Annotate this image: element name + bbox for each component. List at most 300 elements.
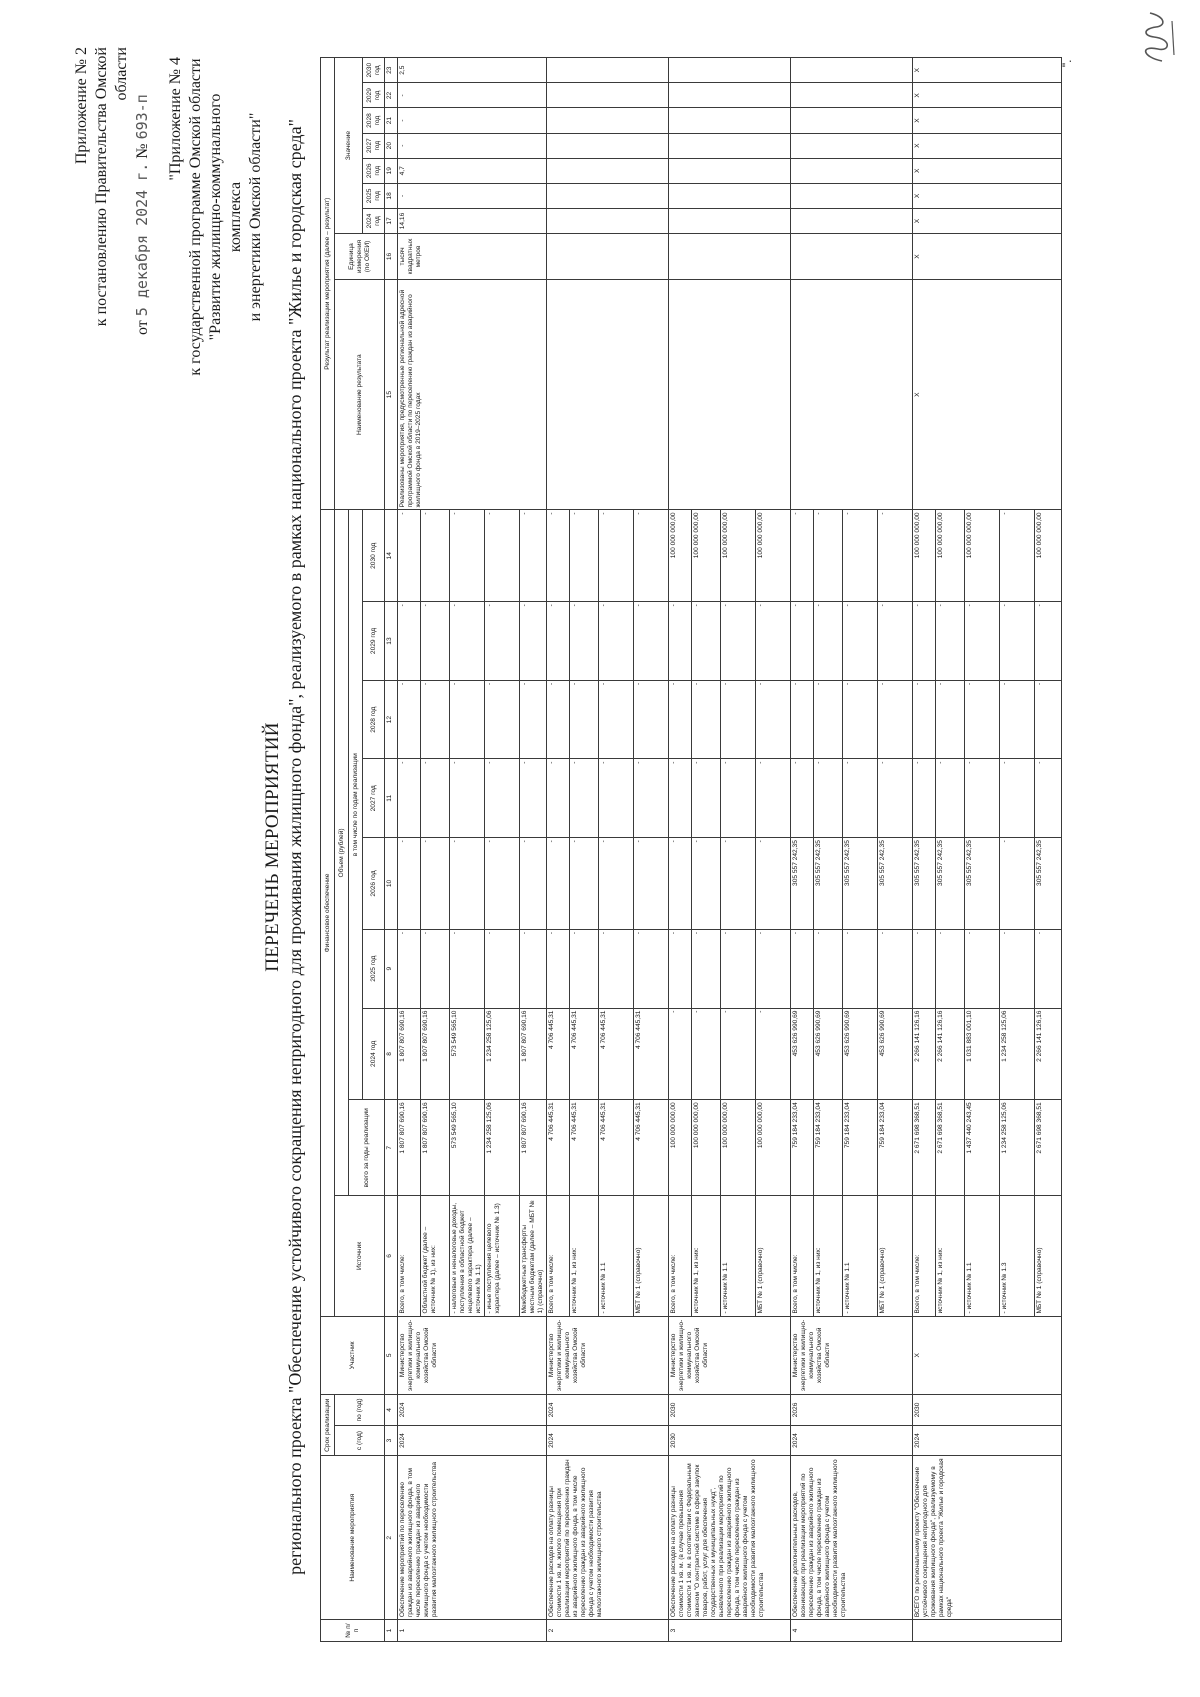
row-number: 1 bbox=[398, 1620, 547, 1642]
column-index: 15 bbox=[385, 279, 398, 509]
header-value: Значение bbox=[335, 58, 363, 234]
result-year-value bbox=[669, 58, 791, 83]
funding-year-value: - bbox=[421, 838, 450, 930]
funding-year-value: 305 557 242,35 bbox=[936, 838, 965, 930]
result-year-value bbox=[547, 208, 669, 233]
appendix-number: Приложение № 2 bbox=[73, 47, 90, 165]
funding-source: - иные поступления целевого характера (далее – источник № 1.3) bbox=[485, 1196, 520, 1316]
result-year-value: - bbox=[398, 183, 547, 208]
measures-table-body bbox=[398, 58, 1073, 1642]
funding-source: - источник № 1.1 bbox=[599, 1196, 634, 1316]
funding-year-value: - bbox=[485, 602, 520, 681]
funding-year-value: - bbox=[547, 680, 570, 759]
funding-year-value: - bbox=[936, 929, 965, 1008]
funding-year-value: - bbox=[634, 759, 669, 838]
funding-year-value: - bbox=[791, 929, 814, 1008]
funding-year-value: - bbox=[878, 602, 913, 681]
funding-total: 1 807 807 690,16 bbox=[520, 1100, 547, 1196]
term-to: 2024 bbox=[547, 1395, 669, 1426]
funding-source: Всего, в том числе: bbox=[547, 1196, 570, 1316]
funding-year-value: - bbox=[1000, 929, 1035, 1008]
table-row bbox=[547, 58, 570, 1642]
funding-year-value: - bbox=[485, 759, 520, 838]
measures-table bbox=[320, 57, 1072, 1642]
column-index: 20 bbox=[385, 133, 398, 158]
result-year-value bbox=[547, 183, 669, 208]
term-to: 2026 bbox=[791, 1395, 913, 1426]
participant: Министерство энергетики и жилищно-коммунального хозяйства Омской области bbox=[669, 1316, 791, 1395]
appendix-from: от bbox=[134, 320, 151, 335]
program-appendix-line: "Развитие жилищно-коммунального комплекса bbox=[207, 93, 244, 341]
funding-year-value: - bbox=[913, 602, 936, 681]
result-year-value: X bbox=[913, 183, 1062, 208]
funding-year-value: 100 000 000,00 bbox=[936, 510, 965, 602]
result-name: X bbox=[913, 279, 1062, 509]
funding-year-value: - bbox=[398, 510, 421, 602]
funding-year-value: - bbox=[936, 759, 965, 838]
funding-source: источник № 1, из них: bbox=[814, 1196, 843, 1316]
funding-year-value: - bbox=[450, 680, 485, 759]
funding-source: МБТ № 1 (справочно) bbox=[634, 1196, 669, 1316]
funding-year-value: - bbox=[791, 759, 814, 838]
funding-year-value: - bbox=[450, 838, 485, 930]
funding-total: 4 706 445,31 bbox=[547, 1100, 570, 1196]
header-value-year: 2027 год bbox=[363, 133, 385, 158]
funding-year-value: - bbox=[756, 680, 791, 759]
result-unit: тысяч квадратных метров bbox=[398, 234, 547, 280]
funding-total: 100 000 000,00 bbox=[721, 1100, 756, 1196]
funding-year-value: 4 706 445,31 bbox=[547, 1008, 570, 1100]
measure-name: ВСЕГО по региональному проекту "Обеспечение устойчивого сокращения непригодного для проживания жилищного фонда", реализуемому в рамках национального проекта "Жилье и городская среда" bbox=[913, 1456, 1062, 1620]
funding-year-value: - bbox=[692, 680, 721, 759]
funding-year-value: 100 000 000,00 bbox=[721, 510, 756, 602]
term-from: 2024 bbox=[791, 1425, 913, 1456]
result-year-value: X bbox=[913, 58, 1062, 83]
result-year-value: 14,16 bbox=[398, 208, 547, 233]
funding-year-value: 100 000 000,00 bbox=[913, 510, 936, 602]
funding-year-value: - bbox=[721, 1008, 756, 1100]
funding-year-value: - bbox=[814, 510, 843, 602]
result-year-value: - bbox=[398, 108, 547, 133]
funding-year-value: - bbox=[570, 929, 599, 1008]
closing-quote: ". bbox=[1060, 59, 1074, 68]
funding-year-value: - bbox=[843, 759, 878, 838]
funding-year-value: - bbox=[669, 1008, 692, 1100]
measure-name: Обеспечение мероприятий по переселению граждан из аварийного жилищного фонда, в том числе переселению граждан из аварийного жилищного фонда с учетом необходимости развития малоэтажного жилищного строительства bbox=[398, 1456, 547, 1620]
appendix-date-line bbox=[132, 47, 153, 347]
header-value-year: 2030 год bbox=[363, 58, 385, 83]
result-year-value bbox=[669, 83, 791, 108]
funding-year-value: - bbox=[878, 929, 913, 1008]
header-value-year: 2029 год bbox=[363, 83, 385, 108]
row-number: 4 bbox=[791, 1620, 913, 1642]
funding-year-value: - bbox=[692, 759, 721, 838]
funding-year-value: 4 706 445,31 bbox=[570, 1008, 599, 1100]
column-index: 11 bbox=[385, 759, 398, 838]
funding-year-value: - bbox=[520, 929, 547, 1008]
table-row bbox=[791, 58, 814, 1642]
column-index: 7 bbox=[385, 1100, 398, 1196]
funding-year-value: - bbox=[520, 510, 547, 602]
result-year-value bbox=[669, 108, 791, 133]
funding-year-value: - bbox=[450, 929, 485, 1008]
header-result: Результат реализации мероприятия (далее – результат) bbox=[321, 58, 335, 510]
funding-year-value: - bbox=[669, 929, 692, 1008]
funding-year-value: - bbox=[450, 510, 485, 602]
funding-year-value: - bbox=[485, 510, 520, 602]
result-unit bbox=[791, 234, 913, 280]
column-index: 3 bbox=[385, 1425, 398, 1456]
funding-year-value: - bbox=[520, 602, 547, 681]
result-year-value bbox=[791, 133, 913, 158]
funding-year-value: - bbox=[547, 602, 570, 681]
header-financing: Финансовое обеспечение bbox=[321, 510, 335, 1316]
funding-year-value: - bbox=[485, 929, 520, 1008]
handwritten-initials-mark bbox=[1132, 7, 1182, 67]
funding-year-value: 453 626 990,69 bbox=[814, 1008, 843, 1100]
appendix-date: 5 декабря 2024 г. bbox=[133, 162, 151, 317]
result-year-value bbox=[669, 133, 791, 158]
header-number: № п/п bbox=[321, 1620, 385, 1642]
funding-source: - источник № 1.1 bbox=[721, 1196, 756, 1316]
funding-year-value: - bbox=[878, 759, 913, 838]
funding-year-value: - bbox=[421, 680, 450, 759]
funding-total: 4 706 445,31 bbox=[634, 1100, 669, 1196]
funding-source: Областной бюджет (далее – источник № 1), из них: bbox=[421, 1196, 450, 1316]
result-year-value bbox=[791, 158, 913, 183]
funding-source: источник № 1, из них: bbox=[692, 1196, 721, 1316]
funding-year-value: - bbox=[599, 838, 634, 930]
result-year-value bbox=[791, 208, 913, 233]
column-index: 9 bbox=[385, 929, 398, 1008]
header-result-name: Наименование результата bbox=[335, 279, 385, 509]
funding-year-value: - bbox=[570, 510, 599, 602]
result-unit bbox=[669, 234, 791, 280]
header-total: всего за годы реализации bbox=[349, 1100, 385, 1196]
column-index: 4 bbox=[385, 1395, 398, 1426]
header-value-year: 2028 год bbox=[363, 108, 385, 133]
funding-year-value: - bbox=[878, 680, 913, 759]
funding-year-value: 453 626 990,69 bbox=[791, 1008, 814, 1100]
row-number: 2 bbox=[547, 1620, 669, 1642]
funding-source: Всего, в том числе: bbox=[913, 1196, 936, 1316]
header-unit: Единица измерения (по ОКЕИ) bbox=[335, 234, 385, 280]
appendix-decree-number: 693-п bbox=[133, 94, 151, 140]
funding-year-value: - bbox=[721, 838, 756, 930]
participant: X bbox=[913, 1316, 1062, 1395]
funding-year-value: - bbox=[547, 929, 570, 1008]
term-to: 2030 bbox=[669, 1395, 791, 1426]
funding-year-value: - bbox=[547, 838, 570, 930]
funding-year-value: 573 549 565,10 bbox=[450, 1008, 485, 1100]
funding-year-value: - bbox=[520, 838, 547, 930]
title-subtitle: регионального проекта "Обеспечение устойчивого сокращения непригодного для проживания жилищного фонда", реализуемого в рамках национального проекта "Жилье и городская среда" bbox=[285, 119, 305, 1575]
appendix-no-label: № bbox=[134, 143, 151, 159]
funding-year-value: - bbox=[570, 759, 599, 838]
funding-year-value: - bbox=[843, 602, 878, 681]
funding-total: 573 549 565,10 bbox=[450, 1100, 485, 1196]
participant: Министерство энергетики и жилищно-коммунального хозяйства Омской области bbox=[398, 1316, 547, 1395]
funding-source: Всего, в том числе: bbox=[791, 1196, 814, 1316]
measure-name: Обеспечение дополнительных расходов, возникающих при реализации мероприятий по переселению граждан из аварийного жилищного фонда, в том числе переселению граждан из аварийного жилищного фонда с учетом необходимости развития малоэтажного жилищного строительства bbox=[791, 1456, 913, 1620]
result-year-value: - bbox=[398, 83, 547, 108]
result-year-value bbox=[547, 133, 669, 158]
column-index: 22 bbox=[385, 83, 398, 108]
funding-year-value: - bbox=[520, 680, 547, 759]
funding-year-value: - bbox=[421, 929, 450, 1008]
funding-year-value: 453 626 990,69 bbox=[843, 1008, 878, 1100]
column-index: 8 bbox=[385, 1008, 398, 1100]
result-year-value bbox=[547, 108, 669, 133]
funding-year-value: - bbox=[1035, 929, 1062, 1008]
result-year-value: X bbox=[913, 158, 1062, 183]
funding-year-value: - bbox=[936, 680, 965, 759]
funding-year-value: - bbox=[1035, 602, 1062, 681]
result-year-value: X bbox=[913, 133, 1062, 158]
title-heading: ПЕРЕЧЕНЬ МЕРОПРИЯТИЙ bbox=[262, 722, 283, 972]
result-year-value: X bbox=[913, 208, 1062, 233]
column-index: 14 bbox=[385, 510, 398, 602]
funding-year-value: - bbox=[520, 759, 547, 838]
funding-year-value: - bbox=[791, 602, 814, 681]
funding-year-value: - bbox=[756, 838, 791, 930]
funding-source: Межбюджетные трансферты местным бюджетам (далее – МБТ № 1) (справочно) bbox=[520, 1196, 547, 1316]
funding-year-value: 305 557 242,35 bbox=[814, 838, 843, 930]
term-to: 2024 bbox=[398, 1395, 547, 1426]
funding-year-value: - bbox=[398, 759, 421, 838]
table-closing-row bbox=[1062, 58, 1073, 1642]
funding-year-value: 4 706 445,31 bbox=[599, 1008, 634, 1100]
funding-year-value: 100 000 000,00 bbox=[1035, 510, 1062, 602]
term-from: 2024 bbox=[547, 1425, 669, 1456]
funding-year-value: - bbox=[1000, 510, 1035, 602]
funding-year-value: 100 000 000,00 bbox=[692, 510, 721, 602]
column-index: 1 bbox=[385, 1620, 398, 1642]
header-value-year: 2026 год bbox=[363, 158, 385, 183]
header-year: 2024 год bbox=[363, 1008, 385, 1100]
funding-year-value: - bbox=[1000, 838, 1035, 930]
funding-year-value: - bbox=[814, 759, 843, 838]
funding-year-value: - bbox=[814, 680, 843, 759]
column-index: 17 bbox=[385, 208, 398, 233]
funding-total: 759 184 233,04 bbox=[814, 1100, 843, 1196]
participant: Министерство энергетики и жилищно-коммунального хозяйства Омской области bbox=[791, 1316, 913, 1395]
result-year-value: - bbox=[398, 133, 547, 158]
funding-year-value: - bbox=[634, 929, 669, 1008]
result-unit: X bbox=[913, 234, 1062, 280]
funding-source: Всего, в том числе: bbox=[398, 1196, 421, 1316]
funding-year-value: - bbox=[398, 602, 421, 681]
header-value-year: 2024 год bbox=[363, 208, 385, 233]
result-year-value bbox=[791, 183, 913, 208]
funding-year-value: - bbox=[756, 759, 791, 838]
funding-year-value: - bbox=[1035, 680, 1062, 759]
funding-year-value: - bbox=[634, 680, 669, 759]
funding-source: Всего, в том числе: bbox=[669, 1196, 692, 1316]
result-year-value bbox=[791, 58, 913, 83]
funding-total: 1 807 807 690,16 bbox=[398, 1100, 421, 1196]
funding-year-value: 1 807 807 690,16 bbox=[421, 1008, 450, 1100]
header-year: 2027 год bbox=[363, 759, 385, 838]
table-row bbox=[913, 58, 936, 1642]
row-number: 3 bbox=[669, 1620, 791, 1642]
funding-year-value: - bbox=[1000, 759, 1035, 838]
funding-year-value: - bbox=[570, 838, 599, 930]
funding-year-value: - bbox=[692, 1008, 721, 1100]
result-year-value bbox=[547, 58, 669, 83]
funding-year-value: - bbox=[547, 510, 570, 602]
result-name bbox=[669, 279, 791, 509]
funding-year-value: 4 706 445,31 bbox=[634, 1008, 669, 1100]
header-by-year: в том числе по годам реализации bbox=[349, 510, 363, 1100]
column-index: 21 bbox=[385, 108, 398, 133]
funding-year-value: 2 266 141 126,16 bbox=[1035, 1008, 1062, 1100]
funding-year-value: - bbox=[421, 759, 450, 838]
table-row bbox=[398, 58, 421, 1642]
funding-year-value: - bbox=[965, 680, 1000, 759]
appendix-header bbox=[72, 47, 153, 347]
funding-year-value: 305 557 242,35 bbox=[878, 838, 913, 930]
term-to: 2030 bbox=[913, 1395, 1062, 1426]
funding-year-value: 305 557 242,35 bbox=[791, 838, 814, 930]
funding-year-value: - bbox=[756, 929, 791, 1008]
funding-year-value: - bbox=[692, 929, 721, 1008]
measure-name: Обеспечение расходов на оплату разницы стоимости 1 кв. м. жилого помещения при реализации мероприятий по переселению граждан из аварийного жилищного фонда, в том числе переселению граждан из аварийного жилищного фонда с учетом необходимости развития малоэтажного жилищного строительства bbox=[547, 1456, 669, 1620]
funding-year-value: - bbox=[485, 680, 520, 759]
program-appendix-line: к государственной программе Омской области bbox=[187, 58, 204, 376]
result-year-value bbox=[791, 83, 913, 108]
funding-year-value: - bbox=[692, 838, 721, 930]
funding-source: источник № 1, из них: bbox=[936, 1196, 965, 1316]
header-value-year: 2025 год bbox=[363, 183, 385, 208]
funding-year-value: 100 000 000,00 bbox=[669, 510, 692, 602]
result-year-value bbox=[547, 158, 669, 183]
funding-year-value: - bbox=[421, 602, 450, 681]
program-appendix-line: и энергетики Омской области" bbox=[247, 112, 264, 322]
column-index: 13 bbox=[385, 602, 398, 681]
header-volume: Объем (рублей) bbox=[335, 510, 349, 1196]
header-year: 2025 год bbox=[363, 929, 385, 1008]
header-year: 2026 год bbox=[363, 838, 385, 930]
funding-source: МБТ № 1 (справочно) bbox=[878, 1196, 913, 1316]
column-index: 18 bbox=[385, 183, 398, 208]
funding-total: 1 234 258 125,06 bbox=[485, 1100, 520, 1196]
header-year: 2029 год bbox=[363, 602, 385, 681]
funding-year-value: - bbox=[721, 680, 756, 759]
funding-year-value: - bbox=[843, 929, 878, 1008]
term-from: 2024 bbox=[913, 1425, 1062, 1456]
funding-total: 100 000 000,00 bbox=[756, 1100, 791, 1196]
funding-year-value: - bbox=[1035, 759, 1062, 838]
funding-year-value: 453 626 990,69 bbox=[878, 1008, 913, 1100]
funding-year-value: - bbox=[965, 602, 1000, 681]
funding-year-value: - bbox=[421, 510, 450, 602]
result-year-value bbox=[547, 83, 669, 108]
funding-year-value: - bbox=[721, 929, 756, 1008]
result-year-value bbox=[669, 208, 791, 233]
funding-total: 1 234 258 125,06 bbox=[1000, 1100, 1035, 1196]
document-title bbox=[262, 117, 306, 1577]
header-source: Источник bbox=[335, 1196, 385, 1316]
funding-year-value: 100 000 000,00 bbox=[965, 510, 1000, 602]
funding-total: 4 706 445,31 bbox=[599, 1100, 634, 1196]
funding-year-value: 2 266 141 126,16 bbox=[913, 1008, 936, 1100]
funding-year-value: - bbox=[599, 602, 634, 681]
measure-name: Обеспечение расходов на оплату разницы стоимости 1 кв. м. (в случае превышения стоимости 1 кв. м. в соответствии с Федеральным законом "О контрактной системе в сфере закупок товаров, работ, услуг для обеспечения государственных и муниципальных нужд", выявленного при реализации мероприятий по переселению граждан из аварийного жилищного фонда, в том числе переселению граждан из аварийного жилищного фонда с учетом необходимости развития малоэтажного жилищного строительства bbox=[669, 1456, 791, 1620]
term-from: 2030 bbox=[669, 1425, 791, 1456]
funding-year-value: 2 266 141 126,16 bbox=[936, 1008, 965, 1100]
funding-year-value: - bbox=[570, 680, 599, 759]
funding-year-value: 305 557 242,35 bbox=[843, 838, 878, 930]
funding-year-value: - bbox=[398, 929, 421, 1008]
result-year-value bbox=[669, 183, 791, 208]
header-term: Срок реализации bbox=[321, 1395, 335, 1456]
funding-year-value: - bbox=[634, 602, 669, 681]
result-unit bbox=[547, 234, 669, 280]
funding-year-value: - bbox=[398, 838, 421, 930]
funding-year-value: - bbox=[669, 759, 692, 838]
funding-year-value: - bbox=[1000, 602, 1035, 681]
funding-year-value: - bbox=[669, 680, 692, 759]
column-index: 5 bbox=[385, 1316, 398, 1395]
column-index: 16 bbox=[385, 234, 398, 280]
funding-year-value: 305 557 242,35 bbox=[1035, 838, 1062, 930]
funding-year-value: - bbox=[599, 929, 634, 1008]
funding-year-value: - bbox=[843, 680, 878, 759]
funding-source: МБТ № 1 (справочно) bbox=[756, 1196, 791, 1316]
funding-year-value: - bbox=[669, 838, 692, 930]
funding-year-value: - bbox=[1000, 680, 1035, 759]
funding-year-value: - bbox=[450, 602, 485, 681]
column-index: 10 bbox=[385, 838, 398, 930]
funding-year-value: 100 000 000,00 bbox=[756, 510, 791, 602]
header-year: 2030 год bbox=[363, 510, 385, 602]
funding-total: 100 000 000,00 bbox=[669, 1100, 692, 1196]
funding-year-value: - bbox=[669, 602, 692, 681]
funding-year-value: - bbox=[634, 838, 669, 930]
program-appendix-number: "Приложение № 4 bbox=[167, 57, 184, 181]
funding-year-value: - bbox=[599, 510, 634, 602]
funding-source: - налоговые и неналоговые доходы, поступления в областной бюджет нецелевого характера (далее – источник № 1.1) bbox=[450, 1196, 485, 1316]
header-measure-name: Наименование мероприятия bbox=[321, 1456, 385, 1620]
funding-year-value: - bbox=[913, 759, 936, 838]
funding-total: 2 671 698 368,51 bbox=[936, 1100, 965, 1196]
funding-year-value: - bbox=[485, 838, 520, 930]
program-appendix-header bbox=[166, 57, 266, 377]
funding-year-value: - bbox=[721, 759, 756, 838]
funding-year-value: - bbox=[791, 510, 814, 602]
funding-year-value: - bbox=[570, 602, 599, 681]
funding-year-value: - bbox=[692, 602, 721, 681]
funding-year-value: 305 557 242,35 bbox=[913, 838, 936, 930]
result-name bbox=[791, 279, 913, 509]
funding-year-value: 1 807 807 690,16 bbox=[520, 1008, 547, 1100]
funding-total: 4 706 445,31 bbox=[570, 1100, 599, 1196]
header-term-to: по (год) bbox=[335, 1395, 385, 1426]
column-index: 6 bbox=[385, 1196, 398, 1316]
funding-year-value: 1 234 258 125,06 bbox=[485, 1008, 520, 1100]
funding-year-value: - bbox=[756, 602, 791, 681]
funding-year-value: - bbox=[547, 759, 570, 838]
funding-total: 759 184 233,04 bbox=[843, 1100, 878, 1196]
funding-year-value: - bbox=[398, 680, 421, 759]
result-year-value bbox=[791, 108, 913, 133]
funding-year-value: 1 807 807 690,16 bbox=[398, 1008, 421, 1100]
funding-total: 2 671 698 368,51 bbox=[1035, 1100, 1062, 1196]
funding-year-value: - bbox=[913, 680, 936, 759]
result-year-value: 4,7 bbox=[398, 158, 547, 183]
funding-total: 1 437 440 243,45 bbox=[965, 1100, 1000, 1196]
